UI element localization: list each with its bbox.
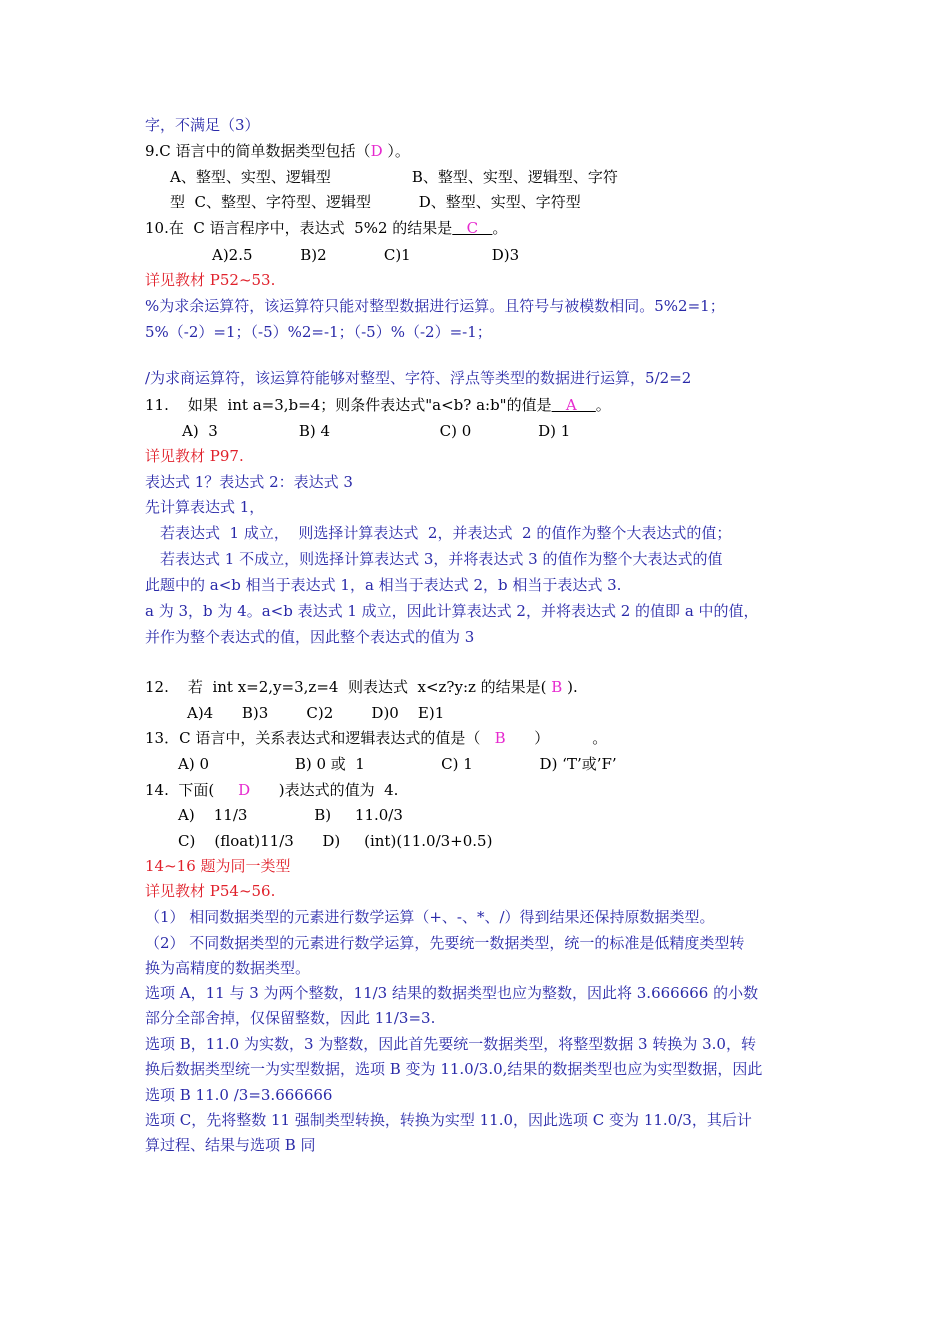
reference-note: 详见教材 P52~53. [145,271,276,289]
question-14-options-2: C) (float)11/3 D) (int)(11.0/3+0.5) [178,832,493,850]
question-12-options: A)4 B)3 C)2 D)0 E)1 [187,704,445,722]
question-9-options-2: 型 C、整型、字符型、逻辑型 D、整型、实型、字符型 [170,193,581,211]
answer: B [494,729,506,747]
answer: D [370,142,383,160]
question-9 [145,141,410,161]
question-11 [145,395,611,415]
question-text: 10.在 C 语言程序中，表达式 5%2 的结果是 [145,219,453,237]
question-14 [145,780,398,800]
explanation-line: 并作为整个表达式的值，因此整个表达式的值为 3 [145,628,475,646]
question-13 [145,728,607,748]
explanation-line: （1） 相同数据类型的元素进行数学运算（+、-、*、/）得到结果还保持原数据类型。 [145,908,715,926]
question-text: 11. 如果 int a=3,b=4；则条件表达式"a<b? a:b"的值是 [145,396,552,414]
explanation-line: 5%（-2）=1；（-5）%2=-1；（-5）%（-2）=-1； [145,323,492,341]
question-text: 9.C 语言中的简单数据类型包括（ [145,142,371,160]
answer: C [452,219,493,237]
explanation-line: 若表达式 1 成立， 则选择计算表达式 2，并表达式 2 的值作为整个大表达式的值； [160,524,732,542]
explanation-line: 选项 C，先将整数 11 强制类型转换，转换为实型 11.0，因此选项 C 变为 11.0/3，其后计 [145,1111,752,1129]
explanation-line: 选项 A，11 与 3 为两个整数，11/3 结果的数据类型也应为整数，因此将 3.666666 的小数 [145,984,759,1002]
explanation-line: 选项 B，11.0 为实数，3 为整数，因此首先要统一数据类型，将整型数据 3 转换为 3.0，转 [145,1035,756,1053]
question-14-options-1: A) 11/3 B) 11.0/3 [178,806,403,824]
question-11-options: A) 3 B) 4 C) 0 D) 1 [182,422,571,440]
reference-note: 详见教材 P54~56. [145,882,276,900]
explanation-line: /为求商运算符，该运算符能够对整型、字符、浮点等类型的数据进行运算，5/2=2 [145,369,692,387]
explanation-line: a 为 3，b 为 4。a<b 表达式 1 成立，因此计算表达式 2，并将表达式 2 的值即 a 中的值， [145,602,759,620]
reference-note: 14~16 题为同一类型 [145,857,291,875]
explanation-line: 若表达式 1 不成立，则选择计算表达式 3，并将表达式 3 的值作为整个大表达式的值 [160,550,723,568]
question-12 [145,677,578,697]
question-10-options: A)2.5 B)2 C)1 D)3 [212,246,520,264]
question-text: 。 [595,396,611,414]
explanation-line: 部分全部舍掉，仅保留整数，因此 11/3=3. [145,1009,436,1027]
answer: D [238,781,251,799]
question-text: ). [567,678,578,696]
question-text: ）。 [382,142,410,160]
explanation-line: 换后数据类型统一为实型数据，选项 B 变为 11.0/3.0,结果的数据类型也应为实型数据，因此 [145,1060,763,1078]
reference-note: 详见教材 P97. [145,447,244,465]
explanation-line: 选项 B 11.0 /3=3.666666 [145,1086,333,1104]
text-line: 字，不满足（3） [145,116,260,134]
question-10 [145,218,507,238]
explanation-line: %为求余运算符，该运算符只能对整型数据进行运算。且符号与被模数相同。5%2=1； [145,297,725,315]
question-text: 13．C 语言中，关系表达式和逻辑表达式的值是（ [145,729,495,747]
question-text: 12. 若 int x=2,y=3,z=4 则表达式 x<z?y:z 的结果是( [145,678,547,696]
answer: B [546,678,568,696]
explanation-line: 算过程、结果与选项 B 同 [145,1136,316,1154]
explanation-line: 换为高精度的数据类型。 [145,959,311,977]
question-text: 。 [492,219,508,237]
explanation-line: 此题中的 a<b 相当于表达式 1，a 相当于表达式 2，b 相当于表达式 3. [145,576,622,594]
explanation-line: 表达式 1？表达式 2：表达式 3 [145,473,353,491]
question-9-options-1: A、整型、实型、逻辑型 B、整型、实型、逻辑型、字符 [170,168,618,186]
question-text: ） 。 [505,729,608,747]
question-text: 14. 下面( [145,781,239,799]
answer: A [551,396,596,414]
question-13-options: A) 0 B) 0 或 1 C) 1 D) ‘T’或’F’ [178,755,617,773]
question-text: )表达式的值为 4. [250,781,399,799]
explanation-line: 先计算表达式 1， [145,498,265,516]
explanation-line: （2） 不同数据类型的元素进行数学运算，先要统一数据类型，统一的标准是低精度类型转 [145,934,745,952]
